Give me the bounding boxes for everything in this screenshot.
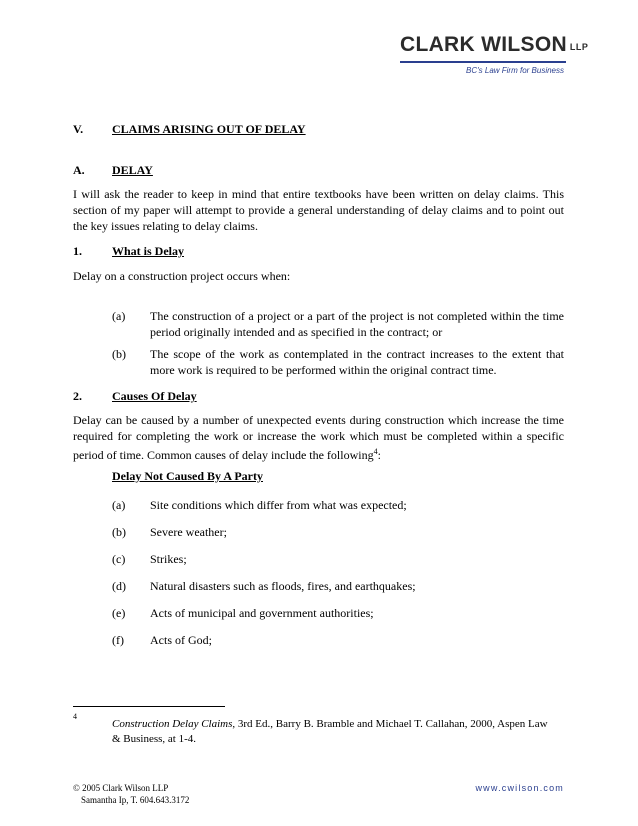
part2-item-label: (b) <box>112 525 126 539</box>
part2-title: Causes Of Delay <box>112 389 197 403</box>
part2-item-label: (a) <box>112 498 126 512</box>
logo-tagline: BC's Law Firm for Business <box>466 65 564 75</box>
part2-item-text: Acts of God; <box>150 633 212 647</box>
footer-left <box>73 782 189 806</box>
part1-title: What is Delay <box>112 244 184 258</box>
part2-item-text: Severe weather; <box>150 525 227 539</box>
part1-item-label: (b) <box>112 347 126 361</box>
footnote-text <box>112 717 552 747</box>
part1-item-text: The scope of the work as contemplated in the contract increases to the extent that more work is required to be performed within the original contract time. <box>150 347 564 377</box>
logo-suffix: LLP <box>569 42 589 52</box>
part2-subheading: Delay Not Caused By A Party <box>112 469 263 483</box>
intro-paragraph: I will ask the reader to keep in mind that entire textbooks have been written on delay claims. This section of my paper will attempt to provide a general understanding of delay claims and to point out the key issues relating to delay claims. <box>73 187 564 233</box>
part2-item-label: (c) <box>112 552 126 566</box>
part2-item-label: (d) <box>112 579 126 593</box>
subsection-title: DELAY <box>112 163 153 177</box>
logo-name: CLARK WILSON <box>400 33 567 56</box>
firm-logo <box>400 33 589 76</box>
part2-paragraph-text: Delay can be caused by a number of unexpected events during construction which increase the time required for completing the work or increase the work which must be completed within a specific period of time. Common causes of delay include the following <box>73 413 564 462</box>
footnote-rest: , 3rd Ed., Barry B. Bramble and Michael T. Callahan, 2000, Aspen Law & Business, at 1-4. <box>112 718 548 745</box>
section-title: CLAIMS ARISING OUT OF DELAY <box>112 122 306 136</box>
part2-item-label: (f) <box>112 633 124 647</box>
part2-item-text: Acts of municipal and government authorities; <box>150 606 374 620</box>
footnote-rule <box>73 706 225 707</box>
footnote-reference[interactable]: 4 <box>373 447 378 456</box>
logo-rule <box>400 61 566 63</box>
part1-item-label: (a) <box>112 309 126 323</box>
footer-copyright: © 2005 Clark Wilson LLP <box>73 783 169 793</box>
footer-website-link[interactable]: www.cwilson.com <box>475 783 564 793</box>
part1-number: 1. <box>73 244 82 258</box>
part2-item-text: Natural disasters such as floods, fires, and earthquakes; <box>150 579 416 593</box>
part2-paragraph-end: : <box>377 448 381 462</box>
section-number: V. <box>73 122 84 136</box>
part2-item-label: (e) <box>112 606 126 620</box>
subsection-letter: A. <box>73 163 85 177</box>
part2-item-text: Strikes; <box>150 552 187 566</box>
part2-paragraph <box>73 412 564 463</box>
part2-number: 2. <box>73 389 82 403</box>
part2-item-text: Site conditions which differ from what was expected; <box>150 498 407 512</box>
footnote-title: Construction Delay Claims <box>112 718 233 730</box>
footer-contact: Samantha Ip, T. 604.643.3172 <box>81 795 190 805</box>
footnote-mark: 4 <box>73 712 77 721</box>
part1-item-text: The construction of a project or a part of the project is not completed within the time period originally intended and as specified in the contract; or <box>150 309 564 339</box>
part1-lead: Delay on a construction project occurs when: <box>73 269 291 283</box>
